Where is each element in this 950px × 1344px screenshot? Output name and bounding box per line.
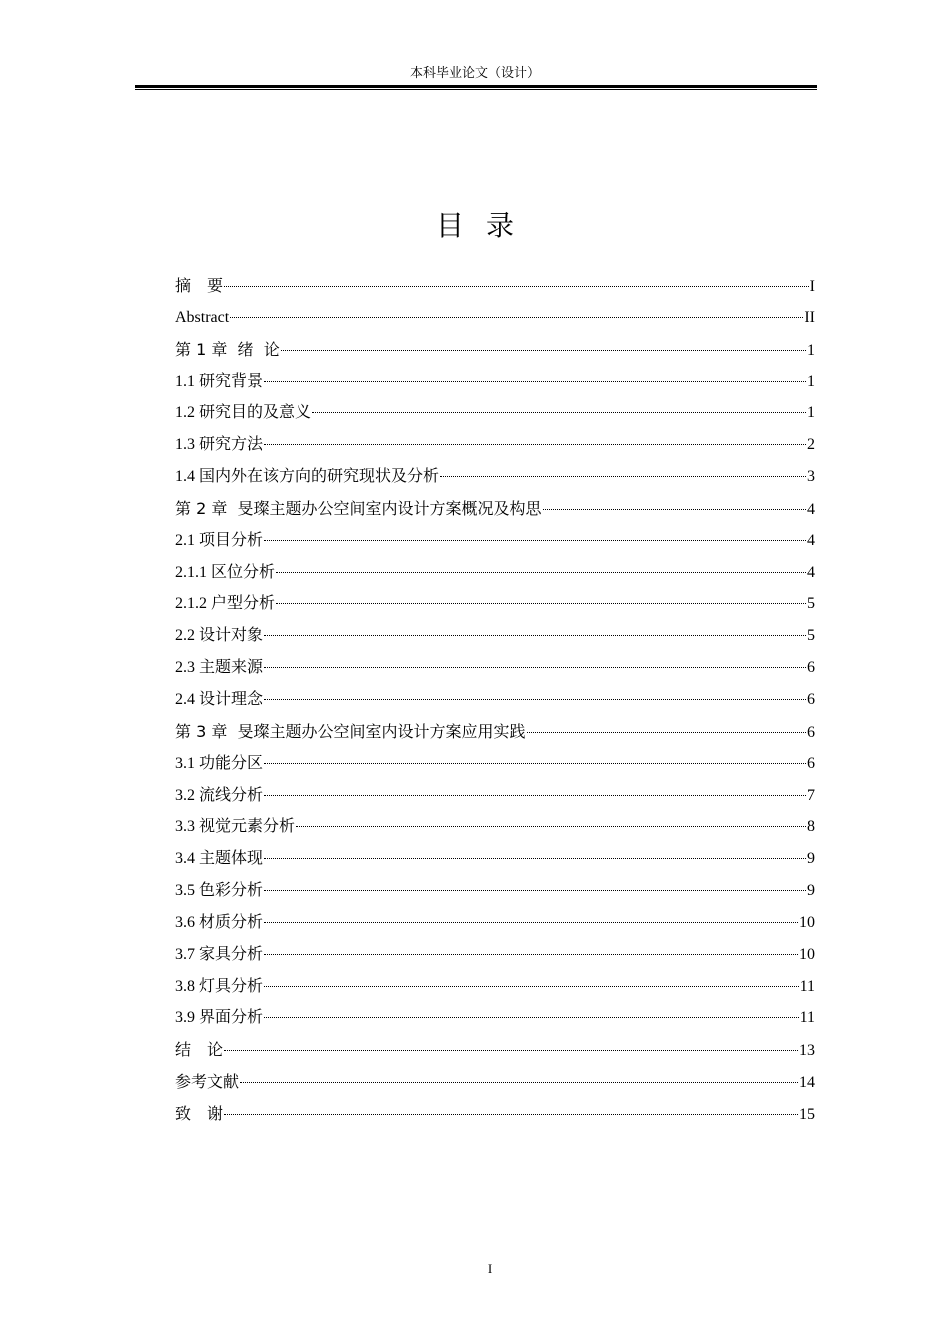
toc-entry-label: 1.2 研究目的及意义 (175, 404, 312, 422)
toc-entry[interactable] (175, 1034, 815, 1066)
toc-entry[interactable] (175, 843, 815, 875)
toc-entry-page: 5 (807, 627, 815, 645)
toc-dot-leader (264, 443, 806, 445)
toc-entry-label: 3.4 主题体现 (175, 850, 264, 868)
toc-entry[interactable] (175, 716, 815, 748)
toc-entry[interactable] (175, 461, 815, 493)
toc-entry-label: 致 谢 (175, 1103, 224, 1123)
toc-entry[interactable] (175, 652, 815, 684)
toc-entry-page: 4 (807, 500, 815, 518)
toc-entry-page: 9 (807, 850, 815, 868)
toc-dot-leader (240, 1081, 798, 1083)
toc-entry-page: 2 (807, 436, 815, 454)
toc-dot-leader (264, 380, 806, 382)
toc-entry-label: 第 3 章 旻璨主题办公空间室内设计方案应用实践 (175, 721, 526, 741)
toc-entry[interactable] (175, 748, 815, 780)
toc-entry-label: 3.6 材质分析 (175, 913, 264, 931)
toc-entry-label: 2.3 主题来源 (175, 659, 264, 677)
toc-dot-leader (264, 762, 806, 764)
toc-entry-page: 10 (799, 945, 815, 963)
toc-entry-page: 11 (799, 977, 815, 995)
toc-entry-page: 6 (807, 659, 815, 677)
toc-dot-leader (264, 666, 806, 668)
toc-dot-leader (440, 475, 806, 477)
running-header: 本科毕业论文（设计） (409, 66, 540, 81)
toc-dot-leader (264, 539, 806, 541)
toc-entry[interactable] (175, 971, 815, 1003)
toc-entry-label: 1.4 国内外在该方向的研究现状及分析 (175, 468, 440, 486)
toc-entry-label: 结 论 (175, 1040, 224, 1060)
toc-entry-label: 2.1 项目分析 (175, 531, 264, 549)
toc-entry-page: I (809, 278, 815, 295)
toc-entry-label: 参考文献 (175, 1072, 240, 1092)
toc-title: 目录 (435, 209, 536, 242)
toc-dot-leader (230, 316, 803, 318)
toc-entry[interactable] (175, 557, 815, 589)
toc-entry-label: 3.7 家具分析 (175, 945, 264, 963)
toc-list (175, 270, 815, 1130)
toc-dot-leader (281, 349, 806, 351)
toc-entry-label: 2.1.1 区位分析 (175, 563, 276, 581)
toc-entry-label: 3.5 色彩分析 (175, 882, 264, 900)
toc-entry-page: 1 (807, 372, 815, 390)
toc-entry-label: 摘 要 (175, 276, 224, 295)
toc-dot-leader (276, 602, 806, 604)
toc-entry[interactable] (175, 1002, 815, 1034)
toc-entry-label: 2.4 设计理念 (175, 690, 264, 708)
toc-entry[interactable] (175, 493, 815, 525)
toc-entry[interactable] (175, 334, 815, 366)
toc-entry[interactable] (175, 939, 815, 971)
toc-dot-leader (264, 921, 798, 923)
toc-dot-leader (296, 825, 806, 827)
toc-entry[interactable] (175, 525, 815, 557)
toc-entry[interactable] (175, 907, 815, 939)
toc-entry[interactable] (175, 780, 815, 812)
toc-entry-label: 3.9 界面分析 (175, 1009, 264, 1027)
toc-entry-label: 3.8 灯具分析 (175, 977, 264, 995)
toc-dot-leader (264, 889, 806, 891)
toc-entry[interactable] (175, 620, 815, 652)
toc-dot-leader (276, 571, 806, 573)
toc-entry-label: 1.3 研究方法 (175, 436, 264, 454)
toc-entry-page: 8 (807, 818, 815, 836)
toc-entry-page: 4 (807, 531, 815, 549)
toc-dot-leader (264, 857, 806, 859)
toc-entry[interactable] (175, 1098, 815, 1130)
toc-entry-label: 3.2 流线分析 (175, 786, 264, 804)
page-number: I (487, 1261, 493, 1276)
toc-entry-page: 9 (807, 882, 815, 900)
toc-dot-leader (264, 953, 798, 955)
toc-entry-page: 1 (807, 341, 815, 359)
toc-dot-leader (543, 508, 806, 510)
toc-entry-page: 10 (799, 913, 815, 931)
toc-entry-label: 3.3 视觉元素分析 (175, 818, 296, 836)
toc-entry-page: 7 (807, 786, 815, 804)
toc-entry-page: 6 (807, 690, 815, 708)
toc-entry[interactable] (175, 684, 815, 716)
toc-dot-leader (312, 411, 806, 413)
toc-entry[interactable] (175, 366, 815, 398)
toc-entry-page: 5 (807, 595, 815, 613)
toc-entry-label: 3.1 功能分区 (175, 754, 264, 772)
toc-entry-page: II (804, 308, 815, 326)
toc-entry[interactable] (175, 811, 815, 843)
toc-entry[interactable] (175, 429, 815, 461)
toc-entry-page: 14 (799, 1074, 815, 1092)
toc-entry[interactable] (175, 875, 815, 907)
toc-dot-leader (264, 794, 806, 796)
toc-entry-page: 11 (799, 1009, 815, 1027)
toc-entry-page: 1 (807, 404, 815, 422)
toc-entry[interactable] (175, 397, 815, 429)
toc-dot-leader (264, 1016, 799, 1018)
toc-entry-page: 6 (807, 723, 815, 741)
toc-entry-page: 4 (807, 563, 815, 581)
toc-entry[interactable] (175, 1066, 815, 1098)
toc-entry-label: 1.1 研究背景 (175, 372, 264, 390)
toc-entry-label: 第 2 章 旻璨主题办公空间室内设计方案概况及构思 (175, 498, 542, 518)
toc-entry-label: 第 1 章 绪 论 (175, 339, 280, 359)
header-rule-thick (135, 85, 817, 88)
header-rule-thin (135, 89, 817, 90)
toc-entry-label: 2.2 设计对象 (175, 627, 264, 645)
toc-dot-leader (264, 985, 799, 987)
toc-entry[interactable] (175, 302, 815, 334)
toc-dot-leader (224, 1049, 798, 1051)
toc-dot-leader (264, 634, 806, 636)
toc-entry-page: 13 (799, 1042, 815, 1060)
toc-dot-leader (264, 698, 806, 700)
toc-entry-page: 15 (799, 1105, 815, 1123)
toc-entry-label: Abstract (175, 308, 230, 326)
toc-dot-leader (527, 731, 806, 733)
toc-entry[interactable] (175, 270, 815, 302)
toc-dot-leader (224, 1113, 798, 1115)
toc-entry-label: 2.1.2 户型分析 (175, 595, 276, 613)
toc-dot-leader (224, 285, 809, 287)
toc-entry-page: 6 (807, 754, 815, 772)
toc-entry-page: 3 (807, 468, 815, 486)
toc-entry[interactable] (175, 588, 815, 620)
